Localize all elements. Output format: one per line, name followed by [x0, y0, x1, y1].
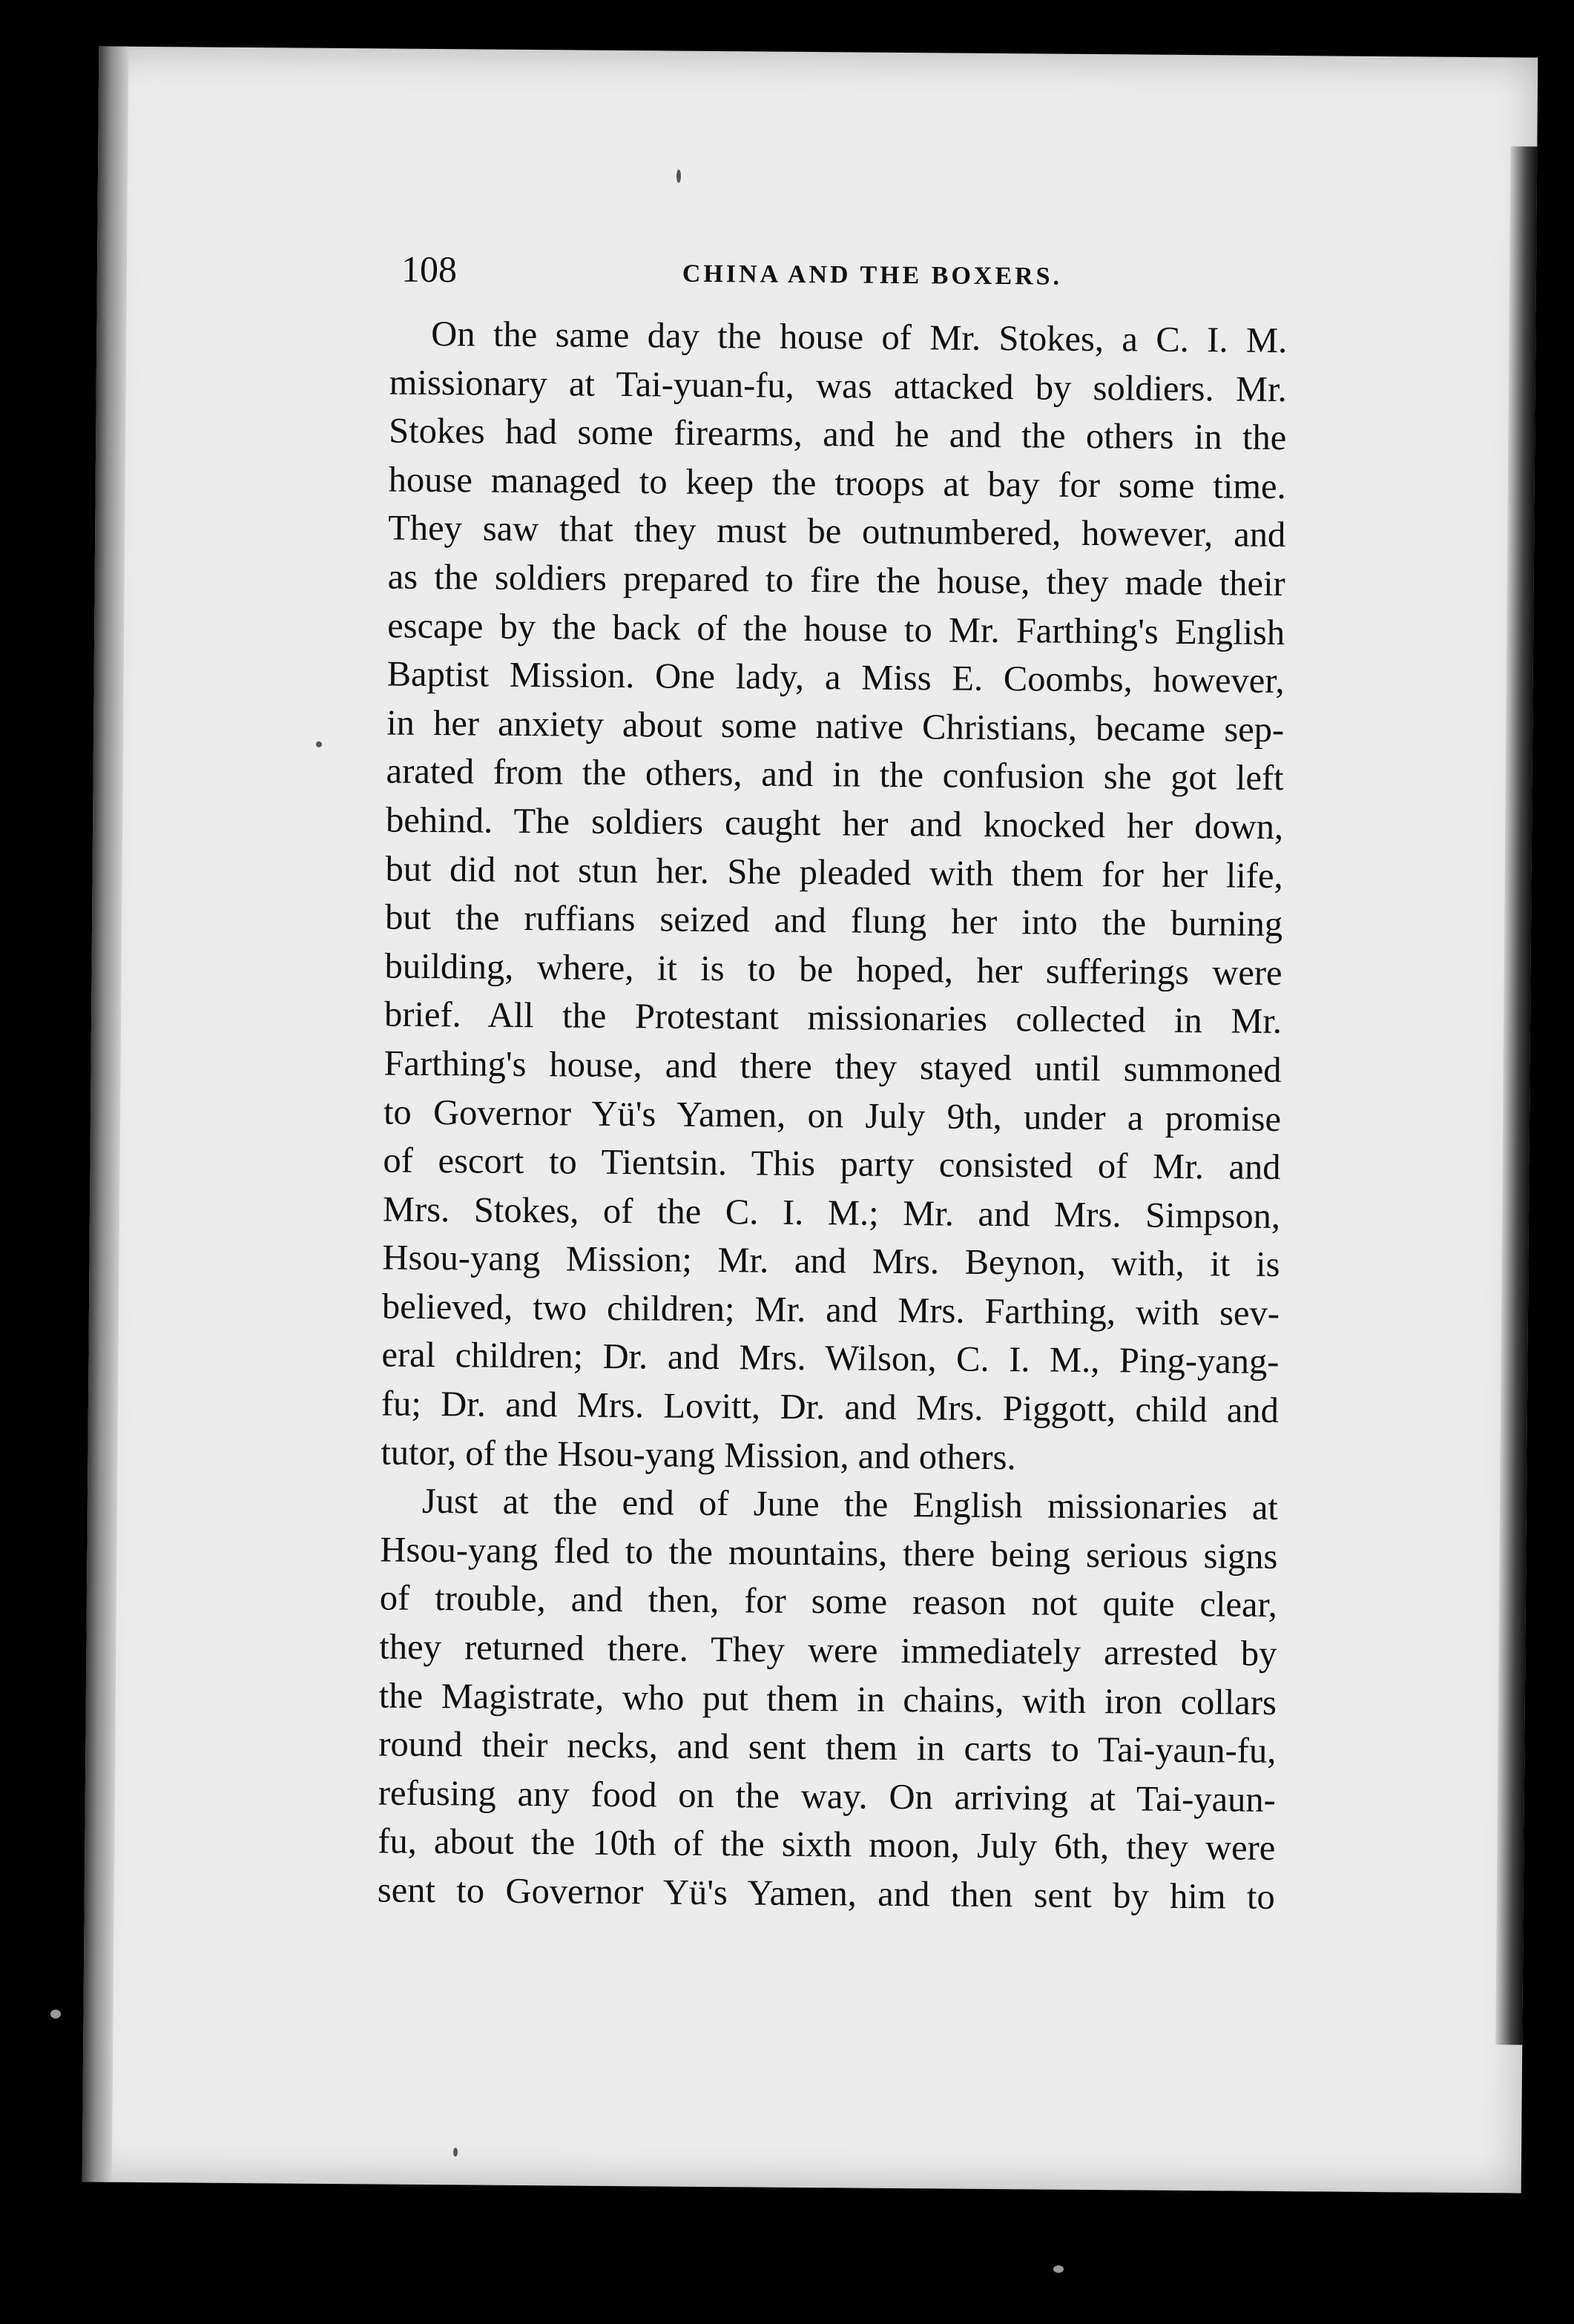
text-line: believed, two children; Mr. and Mrs. Farthing, with sev-	[381, 1287, 1280, 1333]
text-line: On the same day the house of Mr. Stokes, a C. I. M.	[431, 314, 1288, 361]
scan-speck	[676, 170, 681, 183]
scan-speck	[1053, 2265, 1064, 2273]
text-line: missionary at Tai-yuan-fu, was attacked by soldiers. Mr.	[389, 363, 1287, 409]
text-line: but did not stun her. She pleaded with them for her life,	[385, 849, 1283, 896]
body-text	[378, 310, 1288, 1922]
text-line: fu; Dr. and Mrs. Lovitt, Dr. and Mrs. Piggott, child and	[381, 1384, 1280, 1431]
text-line: sent to Governor Yü's Yamen, and then sent by him to	[377, 1870, 1275, 1917]
text-line: Stokes had some firearms, and he and the others in the	[389, 411, 1287, 458]
text-line: eral children; Dr. and Mrs. Wilson, C. I. M., Ping-yang-	[381, 1335, 1280, 1382]
text-line: building, where, it is to be hoped, her sufferings were	[384, 946, 1282, 993]
text-line: house managed to keep the troops at bay for some time.	[388, 460, 1286, 506]
paragraph	[378, 1477, 1279, 1922]
page-binding-left	[82, 46, 129, 2182]
text-line: as the soldiers prepared to fire the house, they made their	[387, 557, 1285, 604]
text-line: tutor, of the Hsou-yang Mission, and others.	[381, 1433, 1016, 1477]
text-line: to Governor Yü's Yamen, on July 9th, under a promise	[383, 1092, 1282, 1139]
text-line: but the ruffians seized and flung her into the burning	[384, 897, 1283, 945]
text-line: escape by the back of the house to Mr. Farthing's English	[387, 606, 1285, 653]
page-binding-right	[1495, 146, 1537, 2044]
text-line: Baptist Mission. One lady, a Miss E. Coombs, however,	[386, 654, 1285, 702]
scan-speck	[453, 2148, 458, 2156]
text-line: They saw that they must be outnumbered, however, and	[388, 508, 1286, 555]
page-number: 108	[401, 248, 458, 291]
text-line: of trouble, and then, for some reason not quite clear,	[379, 1578, 1278, 1625]
text-line: of escort to Tientsin. This party consisted of Mr. and	[383, 1140, 1281, 1188]
scan-speck	[316, 742, 322, 747]
text-line: Hsou-yang fled to the mountains, there being serious signs	[380, 1530, 1278, 1577]
paragraph	[381, 310, 1287, 1485]
text-line: round their necks, and sent them in carts to Tai-yaun-fu,	[378, 1724, 1277, 1772]
text-line: brief. All the Protestant missionaries collected in Mr.	[383, 994, 1282, 1042]
text-line: they returned there. They were immediately arrested by	[379, 1627, 1277, 1674]
scan-speck	[50, 2010, 61, 2018]
running-head: CHINA AND THE BOXERS.	[682, 260, 1063, 291]
text-line: Hsou-yang Mission; Mr. and Mrs. Beynon, with, it is	[382, 1238, 1280, 1285]
book-page	[82, 46, 1538, 2193]
text-line: Mrs. Stokes, of the C. I. M.; Mr. and Mrs. Simpson,	[382, 1189, 1281, 1236]
text-line: behind. The soldiers caught her and knocked her down,	[385, 800, 1284, 847]
page-header	[401, 248, 1285, 306]
text-line: Just at the end of June the English missionaries at	[421, 1482, 1279, 1528]
text-line: fu, about the 10th of the sixth moon, July 6th, they were	[378, 1821, 1276, 1869]
text-line: refusing any food on the way. On arriving at Tai-yaun-	[378, 1773, 1277, 1820]
text-line: arated from the others, and in the confusion she got left	[386, 751, 1284, 799]
text-line: Farthing's house, and there they stayed until summoned	[383, 1043, 1282, 1090]
text-line: the Magistrate, who put them in chains, with iron collars	[378, 1676, 1277, 1723]
text-line: in her anxiety about some native Christians, became sep-	[386, 703, 1285, 750]
